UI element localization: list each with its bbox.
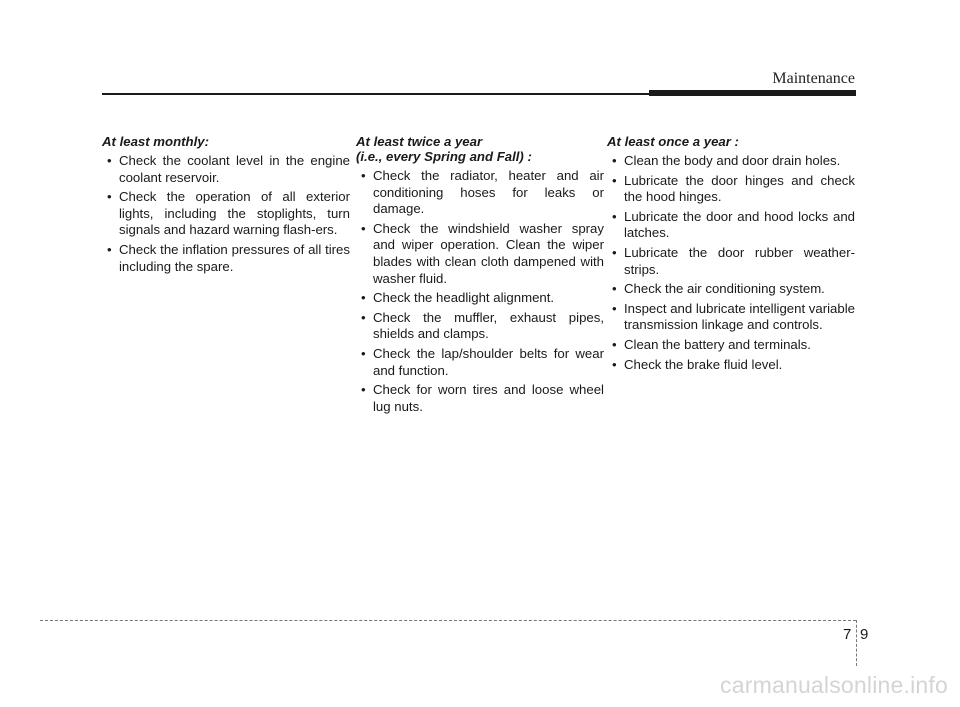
page-number: 9 xyxy=(860,626,869,643)
checklist-item: • Check the inflation pressures of all tires including the spare. xyxy=(102,242,350,275)
checklist-item: • Lubricate the door and hood locks and latches. xyxy=(607,209,855,242)
checklist-item: • Clean the battery and terminals. xyxy=(607,337,855,354)
checklist-item: • Check the air conditioning system. xyxy=(607,281,855,298)
footer-rule xyxy=(40,620,856,621)
column-twice-yearly xyxy=(356,134,604,418)
checklist-item: • Check for worn tires and loose wheel lug nuts. xyxy=(356,382,604,415)
checklist-item: • Check the operation of all exterior lights, including the stoplights, turn signals and hazard warning flash-ers. xyxy=(102,189,350,239)
checklist-item: • Check the coolant level in the engine coolant reservoir. xyxy=(102,153,350,186)
header-rule-accent xyxy=(649,90,856,96)
chapter-number: 7 xyxy=(843,626,852,643)
checklist xyxy=(102,153,350,275)
checklist-item: • Check the headlight alignment. xyxy=(356,290,604,307)
checklist-item: • Check the brake fluid level. xyxy=(607,357,855,374)
checklist-item: • Check the lap/shoulder belts for wear and function. xyxy=(356,346,604,379)
column-title-line: At least monthly: xyxy=(102,134,209,149)
footer-divider xyxy=(856,620,857,666)
column-monthly xyxy=(102,134,350,278)
column-yearly xyxy=(607,134,855,376)
checklist-item: • Inspect and lubricate intelligent variable transmission linkage and controls. xyxy=(607,301,855,334)
checklist-item: • Check the muffler, exhaust pipes, shields and clamps. xyxy=(356,310,604,343)
checklist-item: • Clean the body and door drain holes. xyxy=(607,153,855,170)
checklist xyxy=(356,168,604,415)
watermark: carmanualsonline.info xyxy=(720,672,948,698)
column-title-line: At least twice a year xyxy=(356,134,483,149)
column-title-line: (i.e., every Spring and Fall) : xyxy=(356,149,532,164)
checklist-item: • Lubricate the door hinges and check the hood hinges. xyxy=(607,173,855,206)
column-title xyxy=(356,134,604,164)
column-title xyxy=(102,134,350,149)
section-title: Maintenance xyxy=(772,70,855,87)
column-title-line: At least once a year : xyxy=(607,134,739,149)
column-title xyxy=(607,134,855,149)
checklist xyxy=(607,153,855,373)
checklist-item: • Check the windshield washer spray and wiper operation. Clean the wiper blades with clean cloth dampened with washer fluid. xyxy=(356,221,604,287)
checklist-item: • Check the radiator, heater and air conditioning hoses for leaks or damage. xyxy=(356,168,604,218)
checklist-item: • Lubricate the door rubber weather-strips. xyxy=(607,245,855,278)
